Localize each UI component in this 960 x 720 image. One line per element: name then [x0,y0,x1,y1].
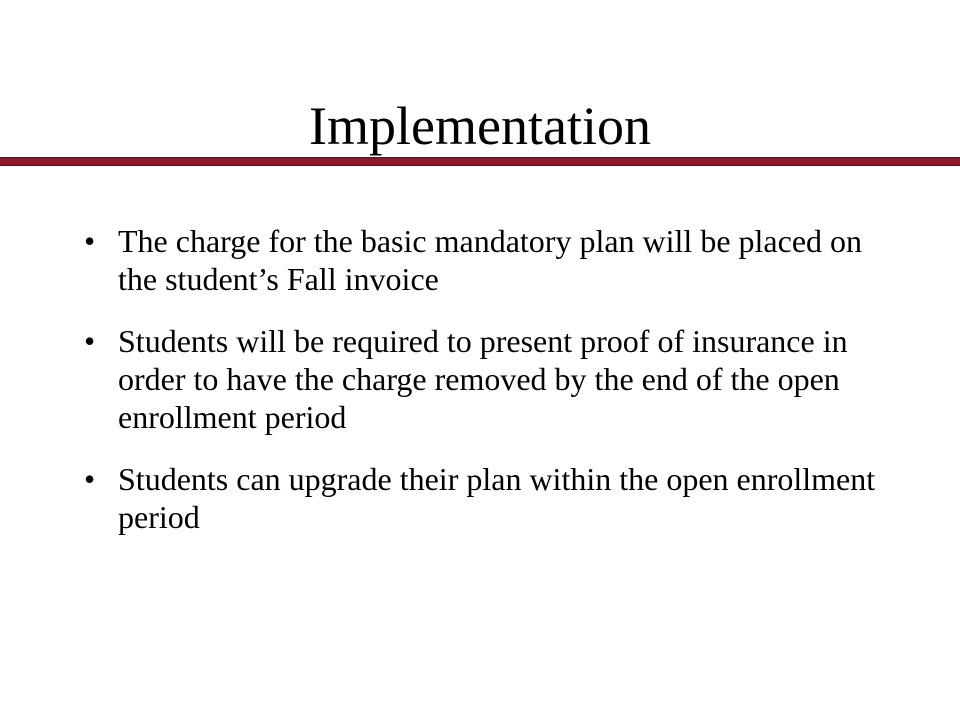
bullet-icon: • [84,223,96,259]
title-divider [0,157,960,166]
bullet-list [84,222,884,560]
bullet-icon: • [84,461,96,497]
bullet-item [84,222,884,298]
bullet-text: Students will be required to present proof of insurance in order to have the charge removed by the end of the open enrollment period [118,323,848,435]
bullet-item [84,322,884,436]
bullet-item [84,460,884,536]
slide-title: Implementation [309,96,651,156]
bullet-text: Students can upgrade their plan within the open enrollment period [118,461,876,535]
bullet-text: The charge for the basic mandatory plan will be placed on the student’s Fall invoice [118,223,863,297]
bullet-icon: • [84,323,96,359]
